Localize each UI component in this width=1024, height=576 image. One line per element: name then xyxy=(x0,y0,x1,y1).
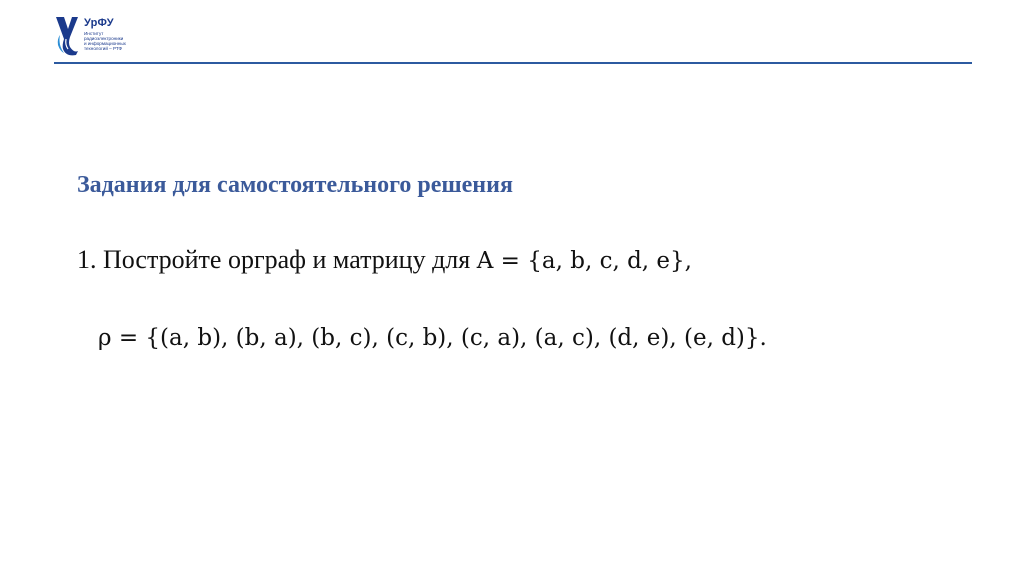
logo xyxy=(54,15,164,61)
logo-subtitle-line: и информационных xyxy=(84,41,126,46)
urfu-logo-icon xyxy=(54,15,80,57)
logo-subtitle-line: радиоэлектроники xyxy=(84,36,124,41)
relation-statement xyxy=(98,322,767,352)
relation-formula: ρ = {(a, b), (b, a), (b, c), (c, b), (c, a), (a, c), (d, e), (e, d)}. xyxy=(98,325,767,351)
task-statement xyxy=(77,245,692,275)
header-divider xyxy=(54,62,972,64)
slide-heading: Задания для самостоятельного решения xyxy=(77,172,513,198)
logo-subtitle-line: Институт xyxy=(84,31,104,36)
task-text: 1. Постройте орграф и матрицу для xyxy=(77,245,477,274)
set-formula: A = {a, b, c, d, e}, xyxy=(476,248,692,274)
logo-subtitle xyxy=(84,31,164,51)
logo-subtitle-line: технологий – РТФ xyxy=(84,46,122,51)
logo-name: УрФУ xyxy=(84,17,114,29)
